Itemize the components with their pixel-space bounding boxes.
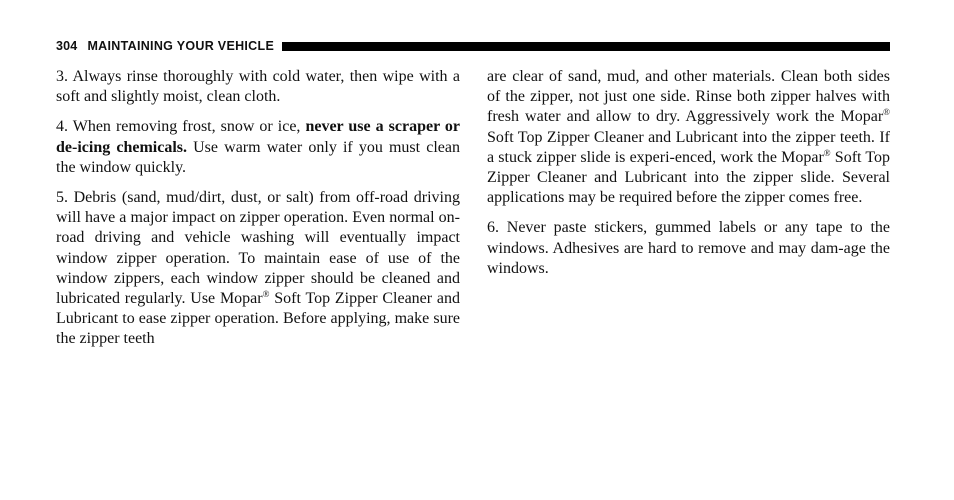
registered-mark: ® <box>823 147 831 158</box>
paragraph-5-cont-part2: Soft Top Zipper Cleaner and Lubricant into the zipper teeth. If a stuck zipper slide is experi-enced, work the Mopar <box>487 128 890 166</box>
paragraph-4-lead: 4. When removing frost, snow or ice, <box>56 118 306 136</box>
registered-mark: ® <box>883 107 890 118</box>
paragraph-5-continued <box>487 67 890 208</box>
registered-mark: ® <box>262 289 270 300</box>
paragraph-3: 3. Always rinse thoroughly with cold water, then wipe with a soft and slightly moist, clean cloth. <box>56 68 460 106</box>
paragraph-5 <box>56 188 460 350</box>
section-title: MAINTAINING YOUR VEHICLE <box>87 39 275 53</box>
paragraph-5-part1: 5. Debris (sand, mud/dirt, dust, or salt) from off-road driving will have a major impact on zipper operation. Even normal on-road driving and vehicle washing will eventually impact window zipper operation. To maintain ease of use of the window zippers, each window zipper should be cleaned and lubricated regularly. Use Mopar <box>56 189 460 308</box>
paragraph-4 <box>56 117 460 178</box>
paragraph-5-part2: Soft Top Zipper Cleaner and Lubricant to ease zipper operation. Before applying, make sure the zipper teeth <box>56 290 461 348</box>
page-number: 304 <box>56 39 78 53</box>
header-rule <box>282 42 890 51</box>
paragraph-5-cont-part3: Soft Top Zipper Cleaner and Lubricant into the zipper slide. Several applications may be required before the zipper comes free. <box>487 148 890 207</box>
paragraph-4-rest: Use warm water only if you must clean the window quickly. <box>56 138 460 176</box>
page-header <box>56 38 890 54</box>
left-column <box>56 67 460 360</box>
paragraph-6: 6. Never paste stickers, gummed labels or any tape to the windows. Adhesives are hard to remove and may dam-age the windows. <box>487 219 890 277</box>
right-column <box>487 67 890 289</box>
paragraph-4-warning: never use a scraper or de-icing chemicals. <box>56 118 461 156</box>
paragraph-5-cont-part1: are clear of sand, mud, and other materials. Clean both sides of the zipper, not just one side. Rinse both zipper halves with fresh water and allow to dry. Aggressively work the Mopar <box>487 68 890 126</box>
